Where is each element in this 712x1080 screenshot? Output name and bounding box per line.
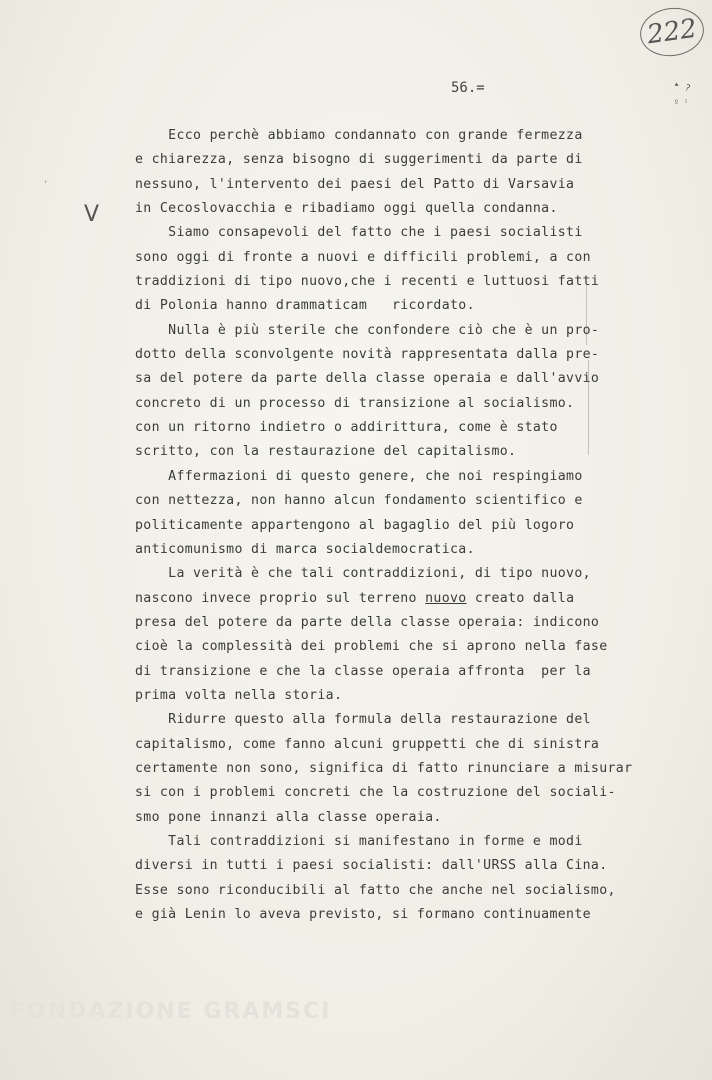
text-line: Ridurre questo alla formula della restaurazione del: [135, 712, 591, 728]
text-line: e già Lenin lo aveva previsto, si formano continuamente: [135, 907, 591, 922]
archive-number-stamp: 222: [637, 4, 707, 60]
text-line: Siamo consapevoli del fatto che i paesi socialisti: [135, 225, 583, 241]
text-line: con nettezza, non hanno alcun fondamento scientifico e: [135, 493, 583, 509]
paragraph: [135, 562, 608, 708]
text-line: con un ritorno indietro o addirittura, come è stato: [135, 420, 558, 436]
text-line: diversi in tutti i paesi socialisti: dall'URSS alla Cina.: [135, 858, 608, 874]
text-line: Nulla è più sterile che confondere ciò che è un pro-: [135, 322, 600, 338]
text-line: in Cecoslovacchia e ribadiamo oggi quella condanna.: [135, 201, 558, 217]
text-line: presa del potere da parte della classe operaia: indicono: [135, 614, 600, 630]
text-line: politicamente appartengono al bagaglio del più logoro: [135, 517, 575, 533]
text-line: traddizioni di tipo nuovo,che i recenti e luttuosi fatti: [135, 274, 600, 290]
text-line: smo pone innanzi alla classe operaia.: [135, 809, 442, 825]
paragraph: [135, 830, 616, 927]
text-line: Ecco perchè abbiamo condannato con grande fermezza: [135, 128, 583, 143]
text-line: Esse sono riconducibili al fatto che anche nel socialismo,: [135, 882, 616, 898]
text-line: e chiarezza, senza bisogno di suggerimenti da parte di: [135, 152, 583, 168]
margin-check-mark: V: [84, 202, 100, 227]
text-line: di Polonia hanno drammaticam ricordato.: [135, 298, 475, 314]
text-line: concreto di un processo di transizione al socialismo.: [135, 395, 575, 411]
text-line: dotto della sconvolgente novità rappresentata dalla pre-: [135, 347, 600, 363]
paragraph: [135, 221, 605, 318]
text-line: capitalismo, come fanno alcuni gruppetti che di sinistra: [135, 736, 600, 752]
text-line: Affermazioni di questo genere, che noi respingiamo: [135, 468, 583, 484]
text-line: cioè la complessità dei problemi che si aprono nella fase: [135, 639, 608, 655]
margin-tick: ': [43, 180, 49, 190]
text-line: di transizione e che la classe operaia affronta per la: [135, 663, 591, 679]
archive-watermark: FONDAZIONE GRAMSCI: [10, 999, 332, 1024]
corner-annotation-sub: º ¹: [674, 98, 689, 107]
text-line: La verità è che tali contraddizioni, di tipo nuovo,: [135, 566, 591, 582]
paragraph: [135, 124, 605, 221]
text-line: anticomunismo di marca socialdemocratica.: [135, 541, 475, 557]
paragraph: [135, 319, 605, 465]
page-number: 56.=: [451, 80, 485, 96]
text-line: scritto, con la restaurazione del capitalismo.: [135, 444, 517, 460]
text-line: certamente non sono, significa di fatto rinunciare a misurar: [135, 760, 633, 776]
text-line: Tali contraddizioni si manifestano in forme e modi: [135, 833, 583, 849]
text-line: si con i problemi concreti che la costruzione del sociali-: [135, 785, 616, 801]
text-line: prima volta nella storia.: [135, 687, 343, 703]
paragraph: [135, 465, 605, 562]
typewritten-body: [135, 124, 633, 927]
paragraph: [135, 708, 633, 830]
text-line: nessuno, l'intervento dei paesi del Patto di Varsavia: [135, 176, 575, 192]
text-line: sa del potere da parte della classe operaia e dall'avvio: [135, 371, 600, 387]
corner-annotation: ▸ ?: [672, 79, 692, 95]
text-line: sono oggi di fronte a nuovi e difficili problemi, a con: [135, 249, 591, 265]
text-line: nascono invece proprio sul terreno nuovo creato dalla: [135, 590, 575, 606]
